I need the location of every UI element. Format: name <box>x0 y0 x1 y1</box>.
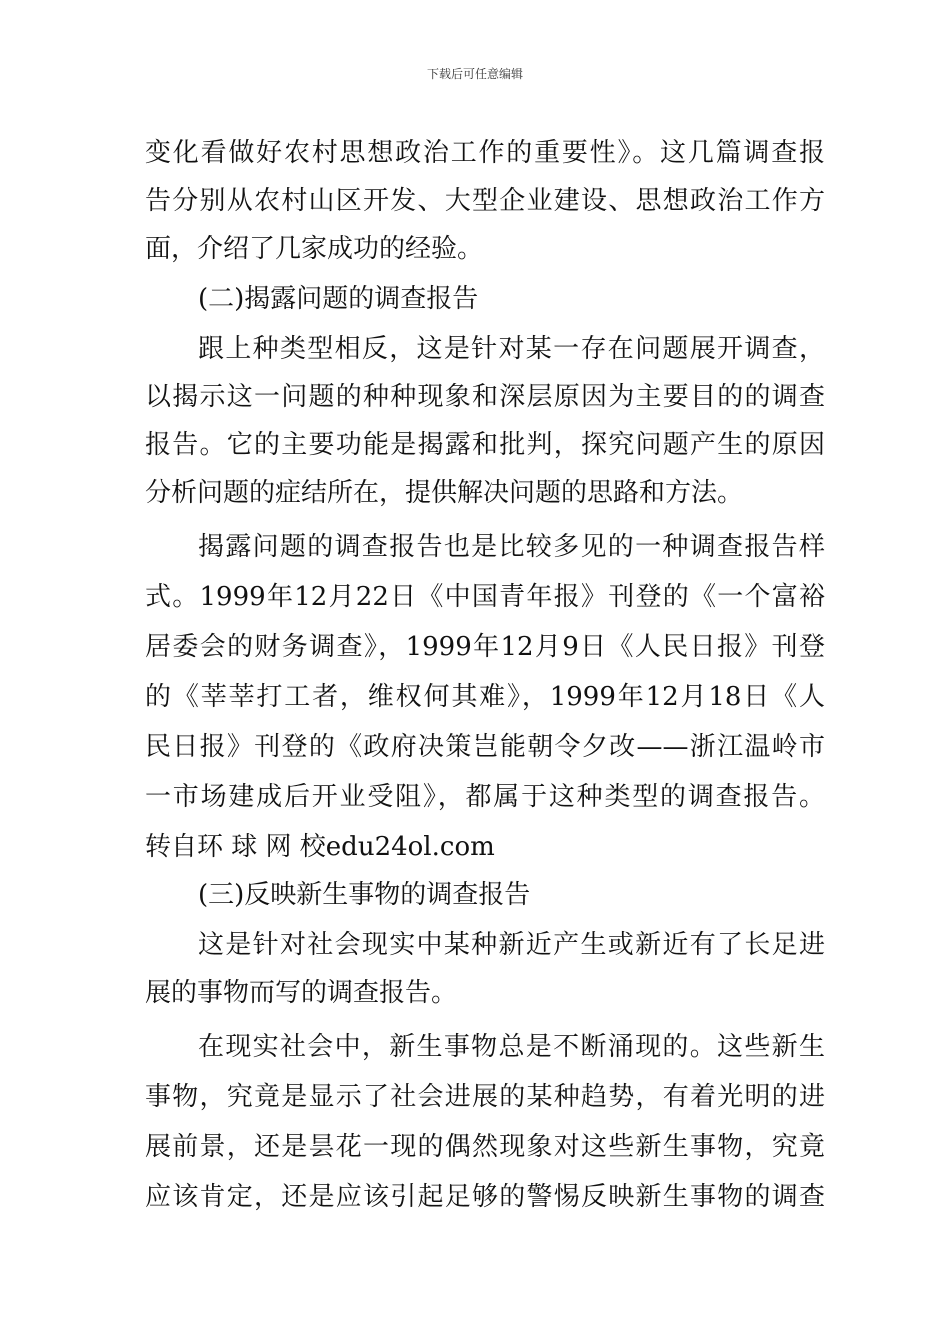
text-line: 展的事物而写的调查报告。 <box>145 978 458 1008</box>
text-line: 展前景，还是昙花一现的偶然现象对这些新生事物，究竟 <box>145 1132 825 1162</box>
text-line: 报告。它的主要功能是揭露和批判，探究问题产生的原因 <box>145 430 825 460</box>
text-line: 民日报》刊登的《政府决策岂能朝令夕改——浙江温岭市 <box>145 732 825 762</box>
text-line: 应该肯定，还是应该引起足够的警惕反映新生事物的调查 <box>145 1182 825 1212</box>
source-note: 转自环 球 网 校edu24ol.com <box>145 832 495 862</box>
text-line: 居委会的财务调查》，1999年12月9日《人民日报》刊登 <box>145 632 825 662</box>
text-line: 一市场建成后开业受阻》，都属于这种类型的调查报告。 <box>145 782 825 812</box>
text-line: 揭露问题的调查报告也是比较多见的一种调查报告样 <box>198 532 825 562</box>
text-line: 这是针对社会现实中某种新近产生或新近有了长足进 <box>198 930 825 960</box>
text-line: 跟上种类型相反，这是针对某一存在问题展开调查， <box>198 334 825 364</box>
text-line: 告分别从农村山区开发、大型企业建设、思想政治工作方 <box>145 186 825 216</box>
section-heading: (二)揭露问题的调查报告 <box>198 284 479 314</box>
text-line: 分析问题的症结所在，提供解决问题的思路和方法。 <box>145 478 744 508</box>
text-line: 变化看做好农村思想政治工作的重要性》。这几篇调查报 <box>145 138 825 168</box>
text-line: 式。1999年12月22日《中国青年报》刊登的《一个富裕 <box>145 582 825 612</box>
text-line: 以揭示这一问题的种种现象和深层原因为主要目的的调查 <box>145 382 825 412</box>
text-line: 事物，究竟是显示了社会进展的某种趋势，有着光明的进 <box>145 1082 825 1112</box>
page-header: 下载后可任意编辑 <box>426 67 523 81</box>
section-heading: (三)反映新生事物的调查报告 <box>198 880 531 910</box>
text-line: 在现实社会中，新生事物总是不断涌现的。这些新生 <box>198 1032 825 1062</box>
text-line: 的《莘莘打工者，维权何其难》，1999年12月18日《人 <box>145 682 825 712</box>
text-line: 面，介绍了几家成功的经验。 <box>145 234 484 264</box>
